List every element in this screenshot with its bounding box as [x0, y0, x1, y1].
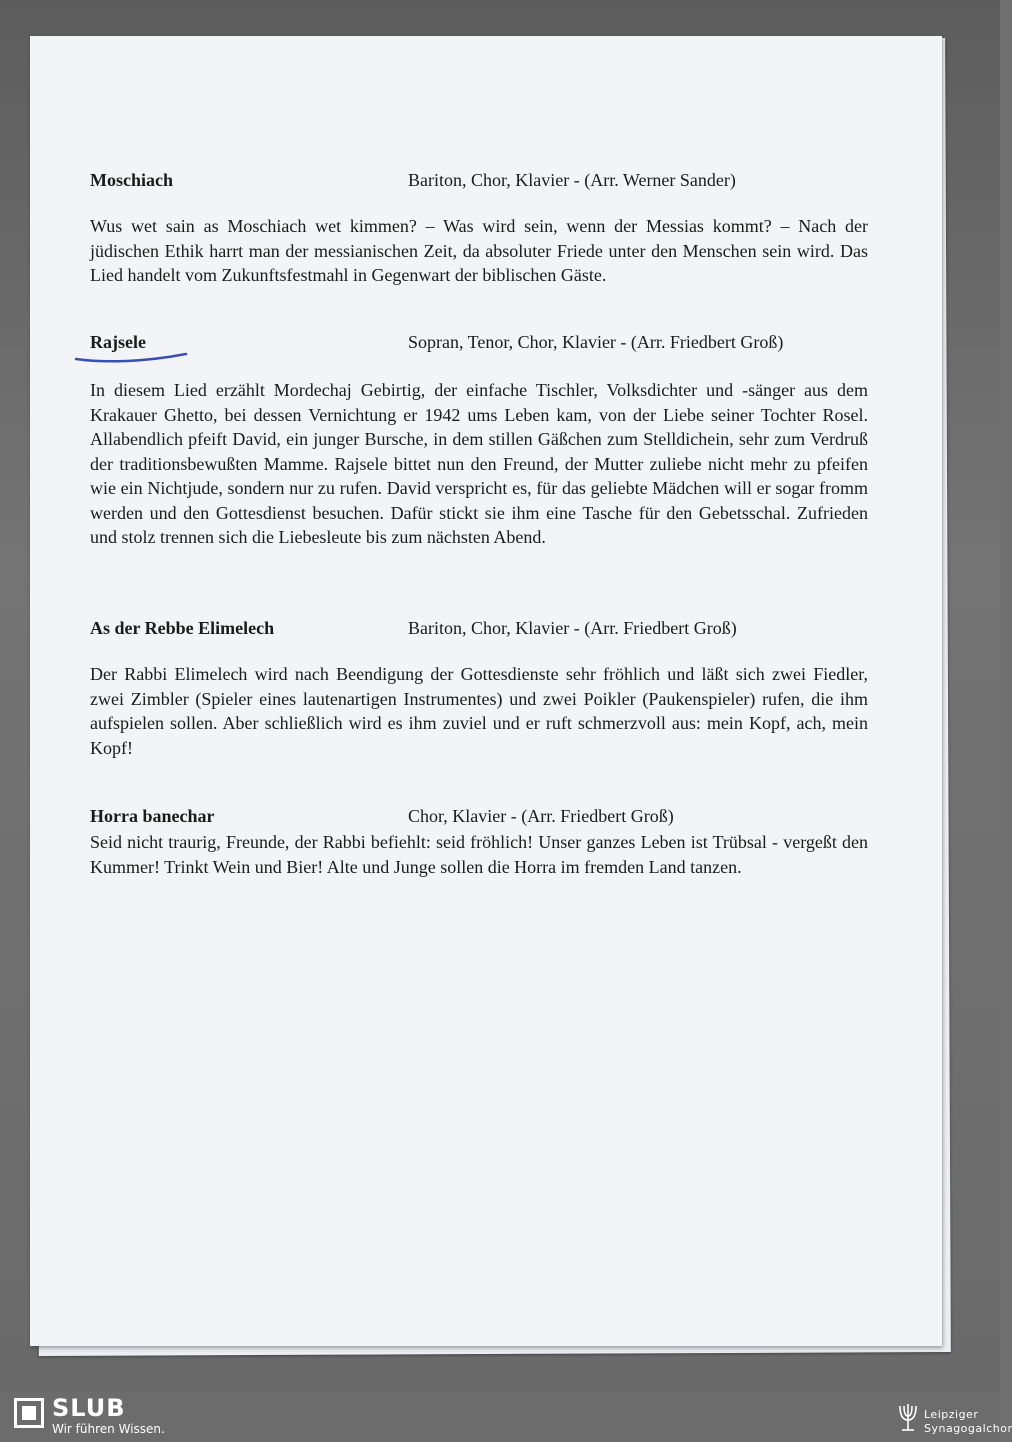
- section-performers: Bariton, Chor, Klavier - (Arr. Werner Sander): [408, 170, 736, 190]
- section-title: As der Rebbe Elimelech: [90, 618, 275, 638]
- partner-name-line1: Leipziger: [924, 1408, 979, 1421]
- footer-bar: [0, 1392, 1012, 1442]
- section-text-rajsele: In diesem Lied erzählt Mordechaj Gebirtig, der einfache Tischler, Volksdichter und -sänger aus dem Krakauer Ghetto, bei dessen Vernichtung er 1942 ums Leben kam, von der Liebe seiner Tochter Rosel. Allabendlich pfeift David, ein junger Bursche, in dem stillen Gäßchen zum Stelldichein, sehr zum Verdruß der traditionsbewußten Mamme. Rajsele bittet nun den Freund, der Mutter zuliebe nicht mehr zu pfeifen wie ein Nichtjude, sondern nur zu rufen. David verspricht es, für das geliebte Mädchen will er sogar fromm werden und den Gottesdienst besuchen. Dafür stickt sie ihm eine Tasche für den Gebetsschal. Zufrieden und stolz trennen sich die Liebesleute bis zum nächsten Abend.: [90, 380, 868, 547]
- slub-tagline: Wir führen Wissen.: [52, 1422, 165, 1436]
- section-header-moschiach: [90, 170, 890, 196]
- menorah-icon: [896, 1400, 920, 1434]
- partner-name-line2: Synagogalchor: [924, 1422, 1012, 1435]
- section-performers: Sopran, Tenor, Chor, Klavier - (Arr. Friedbert Groß): [408, 332, 784, 352]
- section-title: Horra banechar: [90, 806, 215, 826]
- section-text-horra: Seid nicht traurig, Freunde, der Rabbi befiehlt: seid fröhlich! Unser ganzes Leben ist Trübsal - vergeßt den Kummer! Trinkt Wein und Bier! Alte und Junge sollen die Horra im fremden Land tanzen.: [90, 832, 868, 877]
- section-performers: Chor, Klavier - (Arr. Friedbert Groß): [408, 806, 674, 826]
- section-header-horra: [90, 806, 890, 832]
- document-page: [30, 36, 942, 1346]
- slub-logo-icon: [14, 1398, 44, 1428]
- section-text-elimelech: Der Rabbi Elimelech wird nach Beendigung der Gottesdienste sehr fröhlich und läßt sich zwei Fiedler, zwei Zimbler (Spieler eines lautenartigen Instrumentes) und zwei Poikler (Paukenspieler) rufen, die ihm aufspielen sollen. Aber schließlich wird es ihm zuviel und er ruft schmerzvoll aus: mein Kopf, ach, mein Kopf!: [90, 664, 868, 758]
- section-title: Rajsele: [90, 332, 146, 352]
- partner-logo: [890, 1398, 1012, 1438]
- slub-name: SLUB: [52, 1394, 126, 1422]
- section-header-elimelech: [90, 618, 890, 644]
- section-title: Moschiach: [90, 170, 173, 190]
- section-header-rajsele: [90, 332, 890, 358]
- section-text-moschiach: Wus wet sain as Moschiach wet kimmen? – Was wird sein, wenn der Messias kommt? – Nach der jüdischen Ethik harrt man der messianischen Zeit, da absoluter Friede unter den Menschen sein wird. Das Lied handelt vom Zukunftsfestmahl in Gegenwart der biblischen Gäste.: [90, 216, 868, 285]
- section-performers: Bariton, Chor, Klavier - (Arr. Friedbert Groß): [408, 618, 737, 638]
